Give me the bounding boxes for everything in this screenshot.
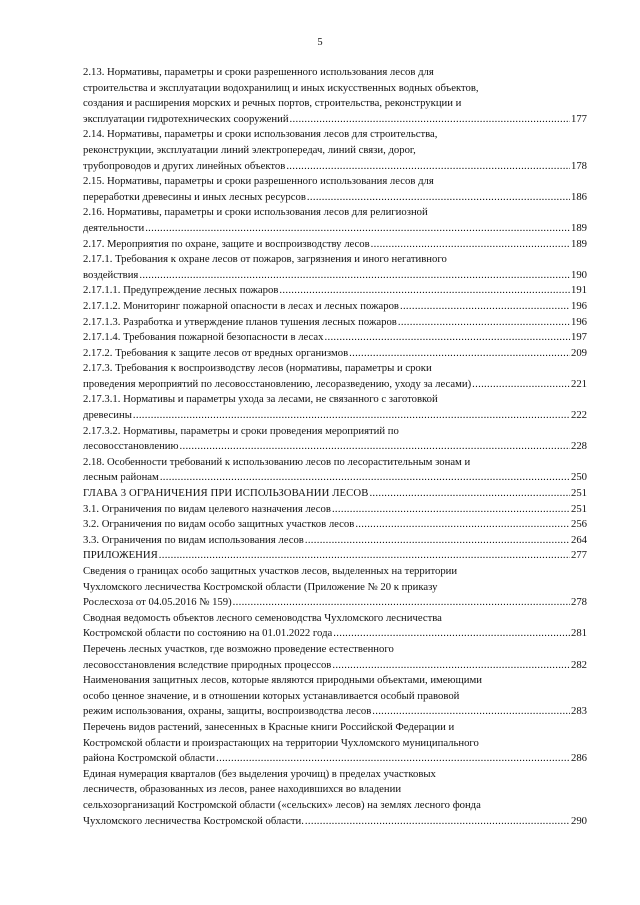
toc-entry[interactable] bbox=[83, 174, 587, 205]
toc-entry-text: 2.17.1.2. Мониторинг пожарной опасности в лесах и лесных пожаров bbox=[83, 299, 399, 312]
toc-entry-line bbox=[83, 143, 587, 159]
dot-leader bbox=[290, 112, 570, 128]
toc-page-number: 251 bbox=[570, 502, 587, 515]
toc-entry[interactable] bbox=[83, 346, 587, 362]
toc-entry-text: реконструкции, эксплуатации линий электропередач, линий связи, дорог, bbox=[83, 143, 416, 156]
toc-entry[interactable] bbox=[83, 424, 587, 455]
dot-leader bbox=[159, 548, 570, 564]
toc-entry-text: эксплуатации гидротехнических сооружений bbox=[83, 112, 289, 125]
dot-leader bbox=[133, 408, 570, 424]
toc-page-number: 277 bbox=[570, 549, 587, 562]
toc-entry[interactable] bbox=[83, 517, 587, 533]
toc-entry-line bbox=[83, 548, 587, 564]
toc-entry-text: воздействия bbox=[83, 268, 139, 281]
toc-entry-line bbox=[83, 751, 587, 767]
toc-entry-line bbox=[83, 642, 587, 658]
toc-entry-line bbox=[83, 455, 587, 471]
toc-entry-text: ГЛАВА 3 ОГРАНИЧЕНИЯ ПРИ ИСПОЛЬЗОВАНИИ ЛЕСОВ bbox=[83, 487, 369, 500]
toc-entry-text: сельхозорганизаций Костромской области («сельских» лесов) на землях лесного фонда bbox=[83, 798, 481, 811]
toc-entry-line bbox=[83, 299, 587, 315]
toc-entry[interactable] bbox=[83, 330, 587, 346]
toc-entry-line bbox=[83, 408, 587, 424]
toc-page-number: 178 bbox=[570, 159, 587, 172]
page-number: 5 bbox=[317, 37, 323, 48]
toc-entry-text: режим использования, охраны, защиты, воспроизводства лесов bbox=[83, 705, 372, 718]
toc-entry-line bbox=[83, 658, 587, 674]
toc-entry-text: Наименования защитных лесов, которые являются природными объектами, имеющими bbox=[83, 674, 482, 687]
toc-entry-line bbox=[83, 112, 587, 128]
toc-entry[interactable] bbox=[83, 564, 587, 611]
toc-entry-line bbox=[83, 439, 587, 455]
toc-entry-text: древесины bbox=[83, 409, 132, 422]
toc-entry-text: особо ценное значение, и в отношении которых устанавливается особый правовой bbox=[83, 689, 460, 702]
toc-entry[interactable] bbox=[83, 533, 587, 549]
toc-entry-text: Сводная ведомость объектов лесного семеноводства Чухломского лесничества bbox=[83, 611, 442, 624]
toc-page-number: 196 bbox=[570, 315, 587, 328]
toc-entry[interactable] bbox=[83, 455, 587, 486]
toc-page-number: 190 bbox=[570, 268, 587, 281]
toc-entry-line bbox=[83, 252, 587, 268]
toc-entry-text: трубопроводов и других линейных объектов bbox=[83, 159, 286, 172]
toc-page-number: 186 bbox=[570, 190, 587, 203]
dot-leader bbox=[472, 377, 570, 393]
toc-entry-text: переработки древесины и иных лесных ресурсов bbox=[83, 190, 306, 203]
toc-page-number: 278 bbox=[570, 596, 587, 609]
toc-entry-line bbox=[83, 470, 587, 486]
toc-page-number: 290 bbox=[570, 814, 587, 827]
dot-leader bbox=[139, 268, 570, 284]
toc-entry-line bbox=[83, 96, 587, 112]
toc-entry-text: 2.13. Нормативы, параметры и сроки разрешенного использования лесов для bbox=[83, 66, 434, 78]
toc-entry[interactable] bbox=[83, 502, 587, 518]
dot-leader bbox=[160, 470, 570, 486]
toc-entry-line bbox=[83, 205, 587, 221]
toc-entry-line bbox=[83, 268, 587, 284]
dot-leader bbox=[369, 486, 570, 502]
toc-page-number: 282 bbox=[570, 658, 587, 671]
toc-entry-text: 3.1. Ограничения по видам целевого назначения лесов bbox=[83, 502, 331, 515]
toc-entry-text: Чухломского лесничества Костромской области. bbox=[83, 814, 304, 827]
toc-entry-text: Чухломского лесничества Костромской области (Приложение № 20 к приказу bbox=[83, 580, 438, 593]
toc-entry-line bbox=[83, 237, 587, 253]
toc-entry[interactable] bbox=[83, 611, 587, 642]
toc-entry-line bbox=[83, 533, 587, 549]
dot-leader bbox=[333, 626, 570, 642]
toc-entry-line bbox=[83, 720, 587, 736]
dot-leader bbox=[355, 517, 570, 533]
toc-entry[interactable] bbox=[83, 767, 587, 829]
toc-entry-text: Перечень видов растений, занесенных в Красные книги Российской Федерации и bbox=[83, 720, 455, 733]
toc-entry[interactable] bbox=[83, 361, 587, 392]
toc-entry-text: 2.14. Нормативы, параметры и сроки использования лесов для строительства, bbox=[83, 128, 438, 141]
toc-page-number: 196 bbox=[570, 299, 587, 312]
toc-entry-line bbox=[83, 315, 587, 331]
toc-entry-text: лесовосстановлению bbox=[83, 440, 179, 453]
toc-entry-line bbox=[83, 486, 587, 502]
toc-entry[interactable] bbox=[83, 65, 587, 127]
toc-entry-text: Сведения о границах особо защитных участков лесов, выделенных на территории bbox=[83, 565, 458, 577]
toc-entry[interactable] bbox=[83, 720, 587, 767]
toc-entry-line bbox=[83, 736, 587, 752]
toc-entry-text: 2.17.1.4. Требования пожарной безопасности в лесах bbox=[83, 331, 324, 344]
toc-entry[interactable] bbox=[83, 237, 587, 253]
toc-entry-line bbox=[83, 517, 587, 533]
toc-entry-text: 3.2. Ограничения по видам особо защитных участков лесов bbox=[83, 518, 355, 531]
dot-leader bbox=[216, 751, 570, 767]
toc-entry-text: 2.17.1. Требования к охране лесов от пожаров, загрязнения и иного негативного bbox=[83, 253, 447, 266]
toc-entry[interactable] bbox=[83, 205, 587, 236]
toc-entry-line bbox=[83, 814, 587, 830]
dot-leader bbox=[145, 221, 570, 237]
toc-entry-text: 3.3. Ограничения по видам использования лесов bbox=[83, 533, 304, 546]
toc-entry-line bbox=[83, 221, 587, 237]
toc-entry-text: Костромской области и произрастающих на территории Чухломского муниципального bbox=[83, 736, 479, 749]
dot-leader bbox=[180, 439, 570, 455]
dot-leader bbox=[371, 237, 570, 253]
toc-entry-text: лесовосстановления вследствие природных процессов bbox=[83, 658, 332, 671]
toc-entry-line bbox=[83, 798, 587, 814]
dot-leader bbox=[349, 346, 570, 362]
dot-leader bbox=[279, 283, 570, 299]
dot-leader bbox=[372, 704, 570, 720]
toc-entry-line bbox=[83, 502, 587, 518]
toc-entry-text: 2.17.3. Требования к воспроизводству лесов (нормативы, параметры и сроки bbox=[83, 362, 432, 375]
toc-entry-text: 2.17.1.1. Предупреждение лесных пожаров bbox=[83, 284, 279, 297]
toc-page-number: 189 bbox=[570, 221, 587, 234]
toc-entry-line bbox=[83, 767, 587, 783]
dot-leader bbox=[325, 330, 570, 346]
toc-entry-text: района Костромской области bbox=[83, 752, 216, 765]
toc-entry-line bbox=[83, 127, 587, 143]
toc-entry-line bbox=[83, 283, 587, 299]
toc-page-number: 264 bbox=[570, 533, 587, 546]
toc-entry-line bbox=[83, 346, 587, 362]
toc-entry-line bbox=[83, 626, 587, 642]
toc-page-number: 281 bbox=[570, 627, 587, 640]
toc-entry-text: лесным районам bbox=[83, 471, 159, 484]
toc-entry-line bbox=[83, 174, 587, 190]
toc-entry-line bbox=[83, 564, 587, 580]
toc-page-number: 221 bbox=[570, 377, 587, 390]
toc-page-number: 222 bbox=[570, 409, 587, 422]
toc-page-number: 228 bbox=[570, 440, 587, 453]
toc-entry-line bbox=[83, 159, 587, 175]
toc-entry[interactable] bbox=[83, 283, 587, 299]
toc-entry-line bbox=[83, 595, 587, 611]
toc-page-number: 283 bbox=[570, 705, 587, 718]
toc-entry-text: Костромской области по состоянию на 01.01.2022 года bbox=[83, 627, 333, 640]
toc-entry-text: 2.17. Мероприятия по охране, защите и воспроизводству лесов bbox=[83, 237, 370, 250]
toc-entry-line bbox=[83, 673, 587, 689]
toc-entry[interactable] bbox=[83, 642, 587, 673]
toc-page-number: 209 bbox=[570, 346, 587, 359]
toc-page-number: 251 bbox=[570, 487, 587, 500]
toc-entry-text: деятельности bbox=[83, 221, 145, 234]
toc-entry[interactable] bbox=[83, 252, 587, 283]
toc-entry-line bbox=[83, 190, 587, 206]
dot-leader bbox=[305, 533, 570, 549]
toc-entry[interactable] bbox=[83, 486, 587, 502]
dot-leader bbox=[233, 595, 570, 611]
dot-leader bbox=[398, 315, 570, 331]
toc-entry-line bbox=[83, 81, 587, 97]
toc-entry-line bbox=[83, 704, 587, 720]
toc-entry[interactable] bbox=[83, 548, 587, 564]
toc-entry-text: 2.15. Нормативы, параметры и сроки разрешенного использования лесов для bbox=[83, 175, 434, 188]
toc-page-number: 256 bbox=[570, 518, 587, 531]
toc-page-number: 191 bbox=[570, 284, 587, 297]
toc-entry[interactable] bbox=[83, 315, 587, 331]
toc-page-number: 286 bbox=[570, 752, 587, 765]
toc-entry-line bbox=[83, 392, 587, 408]
toc-entry-text: лесничеств, образованных из лесов, ранее находившихся во владении bbox=[83, 783, 402, 796]
toc-entry-line bbox=[83, 580, 587, 596]
toc-entry[interactable] bbox=[83, 127, 587, 174]
toc-entry-text: создания и расширения морских и речных портов, строительства, реконструкции и bbox=[83, 97, 462, 110]
toc-entry[interactable] bbox=[83, 392, 587, 423]
dot-leader bbox=[332, 502, 570, 518]
toc-entry-text: Перечень лесных участков, где возможно проведение естественного bbox=[83, 642, 394, 655]
toc-entry-text: Рослесхоза от 04.05.2016 № 159) bbox=[83, 596, 232, 609]
toc-page-number: 250 bbox=[570, 471, 587, 484]
toc-entry-text: 2.17.1.3. Разработка и утверждение планов тушения лесных пожаров bbox=[83, 315, 397, 328]
toc-entry-text: строительства и эксплуатации водохранилищ и иных искусственных водных объектов, bbox=[83, 81, 479, 94]
toc-entry-text: 2.17.2. Требования к защите лесов от вредных организмов bbox=[83, 346, 349, 359]
toc-page-number: 177 bbox=[570, 112, 587, 125]
toc-entry-line bbox=[83, 377, 587, 393]
table-of-contents bbox=[83, 65, 587, 829]
toc-entry-text: 2.17.3.2. Нормативы, параметры и сроки проведения мероприятий по bbox=[83, 424, 399, 437]
toc-entry-line bbox=[83, 65, 587, 81]
toc-entry-line bbox=[83, 782, 587, 798]
toc-entry[interactable] bbox=[83, 673, 587, 720]
toc-entry[interactable] bbox=[83, 299, 587, 315]
toc-entry-text: проведения мероприятий по лесовосстановлению, лесоразведению, уходу за лесами) bbox=[83, 377, 472, 390]
dot-leader bbox=[286, 159, 570, 175]
dot-leader bbox=[307, 190, 570, 206]
toc-entry-text: ПРИЛОЖЕНИЯ bbox=[83, 549, 158, 562]
toc-page-number: 197 bbox=[570, 331, 587, 344]
dot-leader bbox=[332, 658, 570, 674]
toc-entry-line bbox=[83, 689, 587, 705]
toc-entry-line bbox=[83, 611, 587, 627]
toc-entry-text: 2.17.3.1. Нормативы и параметры ухода за лесами, не связанного с заготовкой bbox=[83, 393, 438, 406]
toc-entry-line bbox=[83, 424, 587, 440]
toc-entry-text: Единая нумерация кварталов (без выделения урочищ) в пределах участковых bbox=[83, 767, 436, 780]
toc-entry-text: 2.18. Особенности требований к использованию лесов по лесорастительным зонам и bbox=[83, 455, 471, 468]
toc-entry-line bbox=[83, 361, 587, 377]
toc-entry-text: 2.16. Нормативы, параметры и сроки использования лесов для религиозной bbox=[83, 206, 428, 219]
toc-entry-line bbox=[83, 330, 587, 346]
dot-leader bbox=[400, 299, 570, 315]
toc-page-number: 189 bbox=[570, 237, 587, 250]
dot-leader bbox=[305, 814, 570, 830]
